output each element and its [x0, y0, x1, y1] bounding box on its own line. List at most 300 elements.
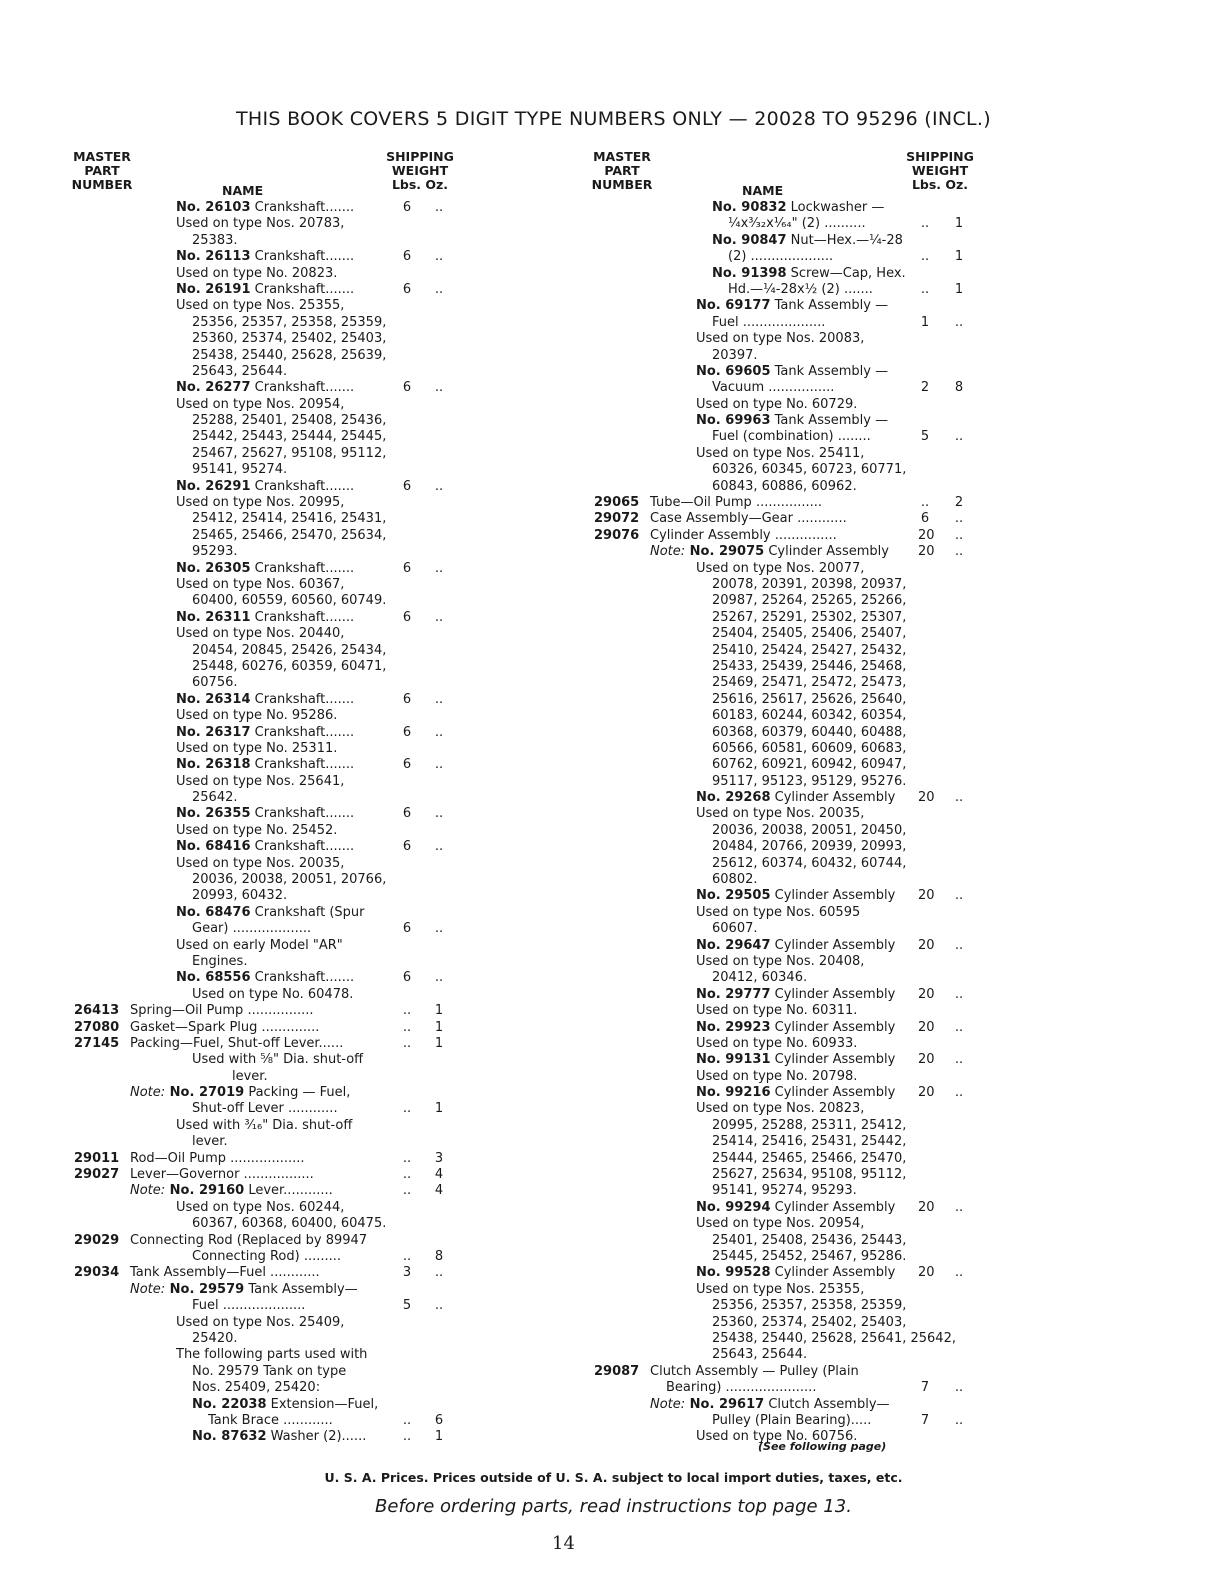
weight-oz: ..	[954, 1380, 964, 1396]
part-text: Used on type Nos. 20035,	[696, 806, 865, 822]
part-row	[66, 413, 626, 429]
part-description	[192, 659, 386, 675]
part-text: Crankshaft.......	[250, 281, 355, 297]
part-text: Used on type Nos. 25409,	[176, 1314, 345, 1330]
part-row	[586, 528, 1146, 544]
part-text: 95117, 95123, 95129, 95276.	[712, 773, 907, 789]
part-row	[586, 593, 1146, 609]
part-text: Used with ³⁄₁₆" Dia. shut-off	[176, 1117, 353, 1133]
part-row	[66, 675, 626, 691]
part-description	[130, 1167, 314, 1183]
column-header	[586, 150, 1146, 200]
part-text: Used on type No. 60311.	[696, 1003, 858, 1019]
part-text: Pulley (Plain Bearing).....	[712, 1412, 872, 1428]
part-description	[712, 1331, 956, 1347]
part-description	[176, 1315, 344, 1331]
part-row	[66, 561, 626, 577]
weight-oz: ..	[954, 511, 964, 527]
weight-lbs: 6	[402, 806, 412, 822]
shipping-weight-header	[380, 150, 460, 192]
part-text: Bearing) ......................	[666, 1380, 817, 1396]
part-text: Used on type No. 60756.	[696, 1429, 858, 1445]
part-text: Used on type Nos. 60244,	[176, 1199, 345, 1215]
part-text: 25465, 25466, 25470, 25634,	[192, 527, 387, 543]
part-row	[586, 380, 1146, 396]
header-part: PART	[84, 163, 120, 178]
part-description	[696, 298, 888, 314]
note-label: Note:	[130, 1281, 166, 1297]
part-description	[176, 708, 337, 724]
part-text: 25438, 25440, 25628, 25639,	[192, 347, 387, 363]
part-text: 25420.	[192, 1330, 238, 1346]
part-description	[176, 1347, 367, 1363]
part-description	[192, 888, 287, 904]
part-description	[712, 856, 906, 872]
weight-oz: ..	[954, 1052, 964, 1068]
header-shipping: SHIPPING	[386, 149, 454, 164]
part-description	[176, 970, 354, 986]
part-description	[192, 446, 386, 462]
part-row	[586, 429, 1146, 445]
part-description	[712, 1151, 906, 1167]
part-text: Used on early Model "AR"	[176, 937, 343, 953]
weight-lbs: 6	[402, 609, 412, 625]
part-description	[696, 1200, 895, 1216]
part-text: Used on type Nos. 20083,	[696, 331, 865, 347]
weight-oz: ..	[434, 839, 444, 855]
master-part-number: 29065	[594, 495, 640, 511]
part-text: Tank Assembly —	[770, 413, 889, 429]
part-text: 25642.	[192, 790, 238, 806]
part-row	[586, 249, 1146, 265]
part-row	[586, 921, 1146, 937]
part-description	[192, 315, 386, 331]
part-text: Tank Assembly—Fuel ............	[130, 1265, 320, 1281]
part-description	[696, 331, 864, 347]
part-description	[176, 725, 354, 741]
part-row	[66, 266, 626, 282]
weight-lbs: 20	[918, 1265, 935, 1281]
part-row	[66, 888, 626, 904]
part-row	[66, 659, 626, 675]
header-number: NUMBER	[591, 177, 653, 192]
part-row	[586, 1413, 1146, 1429]
weight-oz: ..	[954, 1412, 964, 1428]
weight-lbs: ..	[920, 281, 930, 297]
part-number-ref: No. 69605	[696, 363, 771, 379]
part-text: Connecting Rod (Replaced by 89947	[130, 1232, 368, 1248]
weight-oz: 2	[954, 495, 964, 511]
part-row	[586, 1315, 1146, 1331]
part-text: Used on type No. 25311.	[176, 740, 338, 756]
part-text: 20397.	[712, 347, 758, 363]
part-row	[586, 1151, 1146, 1167]
part-number-ref: No. 68556	[176, 970, 251, 986]
part-text: 25356, 25357, 25358, 25359,	[712, 1298, 907, 1314]
part-description	[712, 741, 906, 757]
part-text: 95141, 95274, 95293.	[712, 1183, 857, 1199]
part-text: Crankshaft.......	[250, 724, 355, 740]
part-text: Used on type No. 60729.	[696, 396, 858, 412]
part-description	[712, 823, 906, 839]
part-number-ref: No. 99528	[696, 1265, 771, 1281]
part-text: Connecting Rod) .........	[192, 1249, 342, 1264]
part-text: Crankshaft.......	[250, 380, 355, 396]
part-description	[696, 1085, 895, 1101]
part-text: Cylinder Assembly	[770, 1019, 896, 1035]
weight-oz: 4	[434, 1167, 444, 1183]
part-description	[192, 413, 386, 429]
master-part-number: 29087	[594, 1363, 640, 1379]
part-number-ref: No. 26317	[176, 724, 251, 740]
part-text: Cylinder Assembly	[770, 888, 896, 904]
part-row	[586, 856, 1146, 872]
name-header: NAME	[222, 183, 264, 198]
master-part-number: 26413	[74, 1003, 120, 1019]
weight-lbs: ..	[402, 1101, 412, 1117]
part-text: Crankshaft.......	[250, 478, 355, 494]
weight-oz: ..	[954, 790, 964, 806]
part-description	[650, 1364, 859, 1380]
part-description	[192, 790, 238, 806]
part-description	[712, 593, 906, 609]
part-text: Used on type No. 60478.	[192, 986, 354, 1002]
weight-lbs: 20	[918, 1085, 935, 1101]
weight-oz: ..	[954, 888, 964, 904]
part-row	[66, 1397, 626, 1413]
weight-oz: 1	[434, 1019, 444, 1035]
part-text: 25467, 25627, 95108, 95112,	[192, 445, 387, 461]
page-number: 14	[552, 1533, 575, 1554]
part-row	[66, 987, 626, 1003]
part-row	[586, 233, 1146, 249]
part-number-ref: No. 26318	[176, 757, 251, 773]
page-header: THIS BOOK COVERS 5 DIGIT TYPE NUMBERS ONLY — 20028 TO 95296 (INCL.)	[236, 108, 991, 130]
part-text: 60756.	[192, 675, 238, 691]
part-row	[586, 544, 1146, 560]
part-text: 60566, 60581, 60609, 60683,	[712, 740, 907, 756]
part-description	[712, 1167, 906, 1183]
master-part-number: 29076	[594, 527, 640, 543]
part-number-ref: No. 26191	[176, 281, 251, 297]
part-description	[176, 692, 354, 708]
part-description	[696, 1282, 864, 1298]
part-row	[66, 462, 626, 478]
weight-oz: ..	[954, 937, 964, 953]
part-row	[66, 1364, 626, 1380]
part-description	[696, 806, 864, 822]
part-row	[586, 741, 1146, 757]
part-row	[66, 741, 626, 757]
part-row	[66, 954, 626, 970]
part-row	[586, 708, 1146, 724]
part-description	[712, 757, 906, 773]
part-row	[586, 643, 1146, 659]
part-description	[192, 1397, 378, 1413]
part-text: 25356, 25357, 25358, 25359,	[192, 314, 387, 330]
part-row	[586, 839, 1146, 855]
part-row	[586, 511, 1146, 527]
part-row	[586, 282, 1146, 298]
part-text: Cylinder Assembly	[770, 986, 896, 1002]
part-text: Engines.	[192, 953, 248, 969]
part-text: 25643, 25644.	[712, 1347, 808, 1363]
part-row	[66, 823, 626, 839]
part-text: Tube—Oil Pump ................	[650, 495, 823, 511]
part-text: Cylinder Assembly	[764, 544, 889, 560]
part-description	[192, 1216, 386, 1232]
part-description	[130, 1036, 343, 1052]
part-row	[586, 954, 1146, 970]
part-row	[586, 446, 1146, 462]
part-row	[586, 1298, 1146, 1314]
part-description	[208, 1413, 333, 1429]
part-text: Cylinder Assembly ...............	[650, 527, 837, 543]
part-row	[66, 872, 626, 888]
part-description	[712, 1134, 906, 1150]
part-text: Nut—Hex.—¼-28	[786, 232, 903, 248]
part-row	[586, 216, 1146, 232]
weight-oz: ..	[434, 806, 444, 822]
part-row	[66, 970, 626, 986]
weight-lbs: 20	[918, 888, 935, 904]
weight-lbs: 6	[402, 478, 412, 494]
part-text: Crankshaft.......	[250, 757, 355, 773]
weight-lbs: 6	[920, 511, 930, 527]
part-description	[176, 282, 354, 298]
part-row	[66, 1003, 626, 1019]
part-text: 20995, 25288, 25311, 25412,	[712, 1117, 907, 1133]
part-text: Used with ⅝" Dia. shut-off	[192, 1052, 364, 1068]
part-row	[66, 1183, 626, 1199]
part-text: ¼x³⁄₃₂x¹⁄₆₄" (2) ..........	[728, 216, 866, 232]
part-text: 25627, 25634, 95108, 95112,	[712, 1167, 907, 1183]
part-number-ref: No. 68476	[176, 904, 251, 920]
part-text: Vacuum ................	[712, 380, 835, 396]
part-row	[66, 839, 626, 855]
part-description	[666, 1380, 816, 1396]
weight-oz: ..	[434, 478, 444, 494]
part-row	[586, 806, 1146, 822]
part-row	[586, 757, 1146, 773]
part-text: Crankshaft.......	[250, 806, 355, 822]
part-row	[586, 970, 1146, 986]
part-description	[712, 577, 906, 593]
part-row	[66, 725, 626, 741]
part-row	[66, 1429, 626, 1445]
part-description	[192, 593, 386, 609]
part-row	[66, 1085, 626, 1101]
part-text: The following parts used with	[176, 1347, 368, 1363]
part-text: 25414, 25416, 25431, 25442,	[712, 1134, 907, 1150]
part-text: 60802.	[712, 872, 758, 888]
weight-oz: ..	[434, 609, 444, 625]
part-row	[586, 823, 1146, 839]
part-row	[66, 1020, 626, 1036]
part-description	[712, 1183, 857, 1199]
part-description	[192, 462, 287, 478]
part-text: Washer (2)......	[266, 1429, 367, 1445]
part-description	[728, 282, 873, 298]
part-description	[712, 315, 825, 331]
weight-oz: ..	[954, 1019, 964, 1035]
master-part-number: 29029	[74, 1232, 120, 1248]
weight-oz: ..	[434, 970, 444, 986]
part-description	[192, 331, 386, 347]
part-row	[586, 1200, 1146, 1216]
part-description	[712, 921, 758, 937]
part-row	[586, 331, 1146, 347]
part-row	[586, 1183, 1146, 1199]
right-column	[586, 150, 1146, 1446]
part-description	[176, 380, 354, 396]
part-description	[712, 233, 903, 249]
part-description	[696, 561, 864, 577]
part-row	[586, 1003, 1146, 1019]
part-number-ref: No. 26311	[176, 609, 251, 625]
part-number-ref: No. 29160	[165, 1183, 245, 1199]
part-text: 60762, 60921, 60942, 60947,	[712, 757, 907, 773]
weight-oz: 1	[434, 1035, 444, 1051]
part-description	[696, 1265, 895, 1281]
part-text: Used on type Nos. 25355,	[176, 298, 345, 314]
weight-lbs: ..	[402, 1429, 412, 1445]
part-text: Cylinder Assembly	[770, 937, 896, 953]
part-text: Crankshaft (Spur	[250, 904, 365, 920]
part-row	[586, 200, 1146, 216]
part-text: 25412, 25414, 25416, 25431,	[192, 511, 387, 527]
part-row	[586, 1167, 1146, 1183]
footer-prices-note: U. S. A. Prices. Prices outside of U. S. A. subject to local import duties, taxes, etc.	[324, 1470, 903, 1485]
part-description	[176, 397, 344, 413]
weight-oz: ..	[434, 281, 444, 297]
part-row	[66, 1151, 626, 1167]
header-master: MASTER	[593, 149, 651, 164]
part-row	[66, 610, 626, 626]
part-number-ref: No. 26291	[176, 478, 251, 494]
part-description	[130, 1151, 305, 1167]
part-row	[66, 1101, 626, 1117]
weight-lbs: 6	[402, 724, 412, 740]
part-text: Used on type Nos. 20408,	[696, 953, 865, 969]
part-description	[176, 479, 354, 495]
part-text: 95293.	[192, 544, 238, 560]
part-row	[66, 446, 626, 462]
part-description	[130, 1085, 350, 1101]
note-label: Note:	[650, 544, 686, 560]
part-description	[192, 1298, 305, 1314]
part-description	[696, 1020, 895, 1036]
part-row	[66, 479, 626, 495]
part-description	[176, 495, 344, 511]
part-row	[586, 1397, 1146, 1413]
part-text: 20987, 25264, 25265, 25266,	[712, 593, 907, 609]
weight-lbs: ..	[402, 1150, 412, 1166]
part-description	[712, 643, 906, 659]
weight-lbs: 6	[402, 281, 412, 297]
part-description	[712, 1233, 906, 1249]
part-description	[176, 216, 344, 232]
part-text: 25360, 25374, 25402, 25403,	[192, 331, 387, 347]
part-description	[696, 790, 895, 806]
part-row	[586, 987, 1146, 1003]
part-row	[66, 593, 626, 609]
part-description	[712, 872, 758, 888]
part-row	[66, 1249, 626, 1265]
part-text: 25267, 25291, 25302, 25307,	[712, 609, 907, 625]
part-description	[696, 954, 864, 970]
part-description	[176, 1118, 352, 1134]
part-text: Used on type Nos. 20077,	[696, 560, 865, 576]
part-text: 25616, 25617, 25626, 25640,	[712, 691, 907, 707]
part-description	[192, 643, 386, 659]
part-text: Cylinder Assembly	[770, 1085, 896, 1101]
part-description	[696, 364, 888, 380]
part-description	[176, 200, 354, 216]
part-description	[696, 905, 860, 921]
part-text: Rod—Oil Pump ..................	[130, 1150, 305, 1166]
part-row	[66, 806, 626, 822]
part-description	[130, 1020, 319, 1036]
weight-lbs: 1	[920, 314, 930, 330]
part-description	[130, 1183, 333, 1199]
weight-lbs: 6	[402, 839, 412, 855]
part-text: 95141, 95274.	[192, 462, 288, 478]
note-label: Note:	[130, 1085, 166, 1101]
part-number-ref: No. 29777	[696, 986, 771, 1002]
part-text: 20454, 20845, 25426, 25434,	[192, 642, 387, 658]
part-text: Tank Assembly—	[244, 1281, 358, 1297]
part-row	[66, 511, 626, 527]
part-text: Used on type Nos. 25411,	[696, 445, 865, 461]
part-number-ref: No. 99216	[696, 1085, 771, 1101]
part-description	[712, 1315, 906, 1331]
part-description	[192, 1380, 320, 1396]
master-part-number: 29072	[594, 511, 640, 527]
part-text: 60326, 60345, 60723, 60771,	[712, 462, 907, 478]
part-description	[696, 938, 895, 954]
weight-oz: 1	[954, 249, 964, 265]
part-description	[176, 577, 344, 593]
part-description	[192, 675, 238, 691]
part-text: 25643, 25644.	[192, 363, 288, 379]
part-text: Extension—Fuel,	[266, 1396, 379, 1412]
part-number-ref: No. 22038	[192, 1396, 267, 1412]
weight-lbs: ..	[920, 249, 930, 265]
part-number-ref: No. 29923	[696, 1019, 771, 1035]
part-description	[650, 544, 889, 560]
weight-lbs: 20	[918, 1052, 935, 1068]
weight-lbs: ..	[402, 1019, 412, 1035]
header-shipping: SHIPPING	[906, 149, 974, 164]
part-row	[586, 1233, 1146, 1249]
part-description	[696, 1036, 857, 1052]
part-text: Lever............	[244, 1183, 333, 1199]
part-text: Gear) ...................	[192, 921, 312, 937]
part-row	[66, 577, 626, 593]
weight-lbs: 20	[918, 1199, 935, 1215]
weight-lbs: ..	[402, 1167, 412, 1183]
part-number-ref: No. 29579	[165, 1281, 245, 1297]
weight-lbs: 20	[918, 544, 935, 560]
part-description	[130, 1233, 367, 1249]
part-number-ref: No. 29505	[696, 888, 771, 904]
part-row	[66, 1134, 626, 1150]
weight-lbs: 6	[402, 757, 412, 773]
part-row	[66, 429, 626, 445]
part-description	[696, 413, 888, 429]
weight-oz: 4	[434, 1183, 444, 1199]
